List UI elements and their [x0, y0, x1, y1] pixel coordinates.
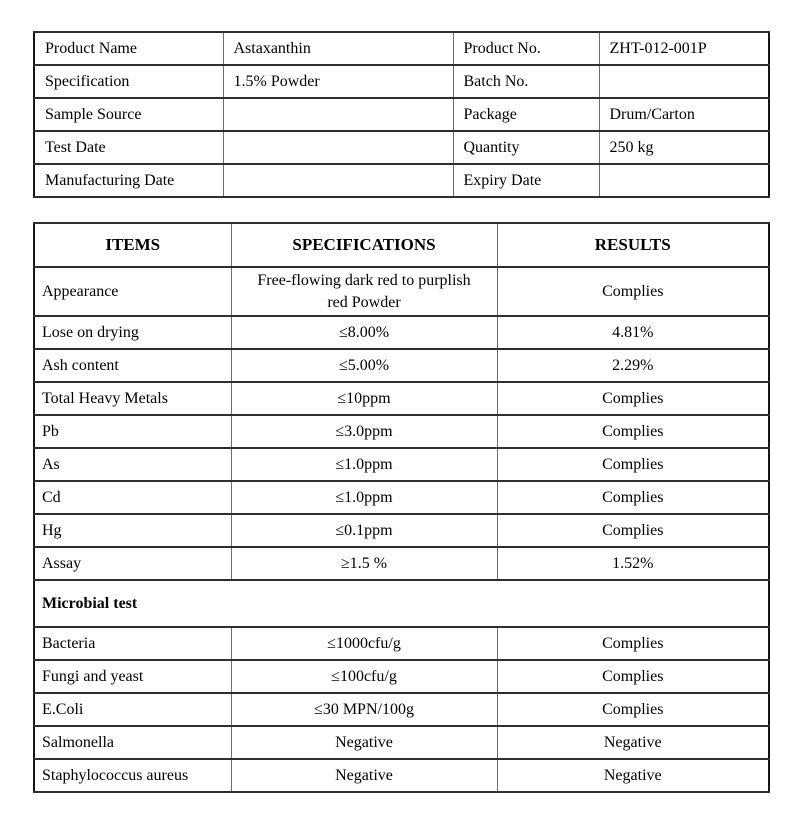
info-row: [34, 164, 769, 197]
spec-row: [34, 382, 769, 415]
item-cell: Appearance: [34, 267, 231, 316]
info-label: Sample Source: [34, 98, 223, 131]
spec-row: [34, 759, 769, 792]
info-label: Package: [453, 98, 599, 131]
info-row: [34, 32, 769, 65]
info-label: Product No.: [453, 32, 599, 65]
specification-cell: ≤10ppm: [231, 382, 497, 415]
specification-cell: ≤1000cfu/g: [231, 627, 497, 660]
section-header-microbial-test: Microbial test: [34, 580, 769, 627]
info-row: [34, 98, 769, 131]
spec-row: [34, 448, 769, 481]
info-label: Quantity: [453, 131, 599, 164]
specifications-table: [33, 222, 770, 793]
specification-cell: ≤0.1ppm: [231, 514, 497, 547]
specification-cell: Free-flowing dark red to purplish red Powder: [231, 267, 497, 316]
info-value: Astaxanthin: [223, 32, 453, 65]
info-value: ZHT-012-001P: [599, 32, 769, 65]
item-cell: Cd: [34, 481, 231, 514]
info-row: [34, 65, 769, 98]
specification-cell: ≥1.5 %: [231, 547, 497, 580]
specification-cell: ≤1.0ppm: [231, 448, 497, 481]
result-cell: Complies: [497, 627, 769, 660]
info-label: Manufacturing Date: [34, 164, 223, 197]
result-cell: Complies: [497, 415, 769, 448]
info-value: Drum/Carton: [599, 98, 769, 131]
info-value: [223, 131, 453, 164]
result-cell: Complies: [497, 267, 769, 316]
product-info-table: [33, 31, 770, 198]
item-cell: Salmonella: [34, 726, 231, 759]
column-header-specifications: SPECIFICATIONS: [231, 223, 497, 267]
specification-cell: ≤1.0ppm: [231, 481, 497, 514]
result-cell: Negative: [497, 726, 769, 759]
spec-row: [34, 660, 769, 693]
specification-cell: ≤8.00%: [231, 316, 497, 349]
result-cell: 1.52%: [497, 547, 769, 580]
result-cell: Complies: [497, 382, 769, 415]
info-value: 1.5% Powder: [223, 65, 453, 98]
spec-row: [34, 627, 769, 660]
info-value: [599, 65, 769, 98]
item-cell: Fungi and yeast: [34, 660, 231, 693]
spec-row: [34, 267, 769, 316]
item-cell: E.Coli: [34, 693, 231, 726]
info-value: [223, 164, 453, 197]
item-cell: Staphylococcus aureus: [34, 759, 231, 792]
spec-row: [34, 547, 769, 580]
item-cell: Total Heavy Metals: [34, 382, 231, 415]
item-cell: Ash content: [34, 349, 231, 382]
item-cell: Lose on drying: [34, 316, 231, 349]
specification-cell: ≤3.0ppm: [231, 415, 497, 448]
result-cell: 4.81%: [497, 316, 769, 349]
info-value: 250 kg: [599, 131, 769, 164]
item-cell: Assay: [34, 547, 231, 580]
item-cell: Hg: [34, 514, 231, 547]
spec-row: [34, 415, 769, 448]
spec-row: [34, 481, 769, 514]
specification-cell: ≤30 MPN/100g: [231, 693, 497, 726]
result-cell: Complies: [497, 693, 769, 726]
result-cell: Negative: [497, 759, 769, 792]
info-label: Test Date: [34, 131, 223, 164]
item-cell: Pb: [34, 415, 231, 448]
specification-cell: ≤100cfu/g: [231, 660, 497, 693]
result-cell: Complies: [497, 481, 769, 514]
info-label: Batch No.: [453, 65, 599, 98]
result-cell: 2.29%: [497, 349, 769, 382]
result-cell: Complies: [497, 448, 769, 481]
info-label: Product Name: [34, 32, 223, 65]
result-cell: Complies: [497, 660, 769, 693]
info-label: Specification: [34, 65, 223, 98]
column-header-items: ITEMS: [34, 223, 231, 267]
section-header-row: [34, 580, 769, 627]
spec-row: [34, 693, 769, 726]
info-value: [599, 164, 769, 197]
specification-cell: Negative: [231, 726, 497, 759]
info-value: [223, 98, 453, 131]
item-cell: Bacteria: [34, 627, 231, 660]
spec-header-row: [34, 223, 769, 267]
info-row: [34, 131, 769, 164]
column-header-results: RESULTS: [497, 223, 769, 267]
spec-row: [34, 349, 769, 382]
specification-cell: Negative: [231, 759, 497, 792]
spec-row: [34, 726, 769, 759]
item-cell: As: [34, 448, 231, 481]
spec-row: [34, 316, 769, 349]
info-label: Expiry Date: [453, 164, 599, 197]
specification-cell: ≤5.00%: [231, 349, 497, 382]
result-cell: Complies: [497, 514, 769, 547]
spec-row: [34, 514, 769, 547]
